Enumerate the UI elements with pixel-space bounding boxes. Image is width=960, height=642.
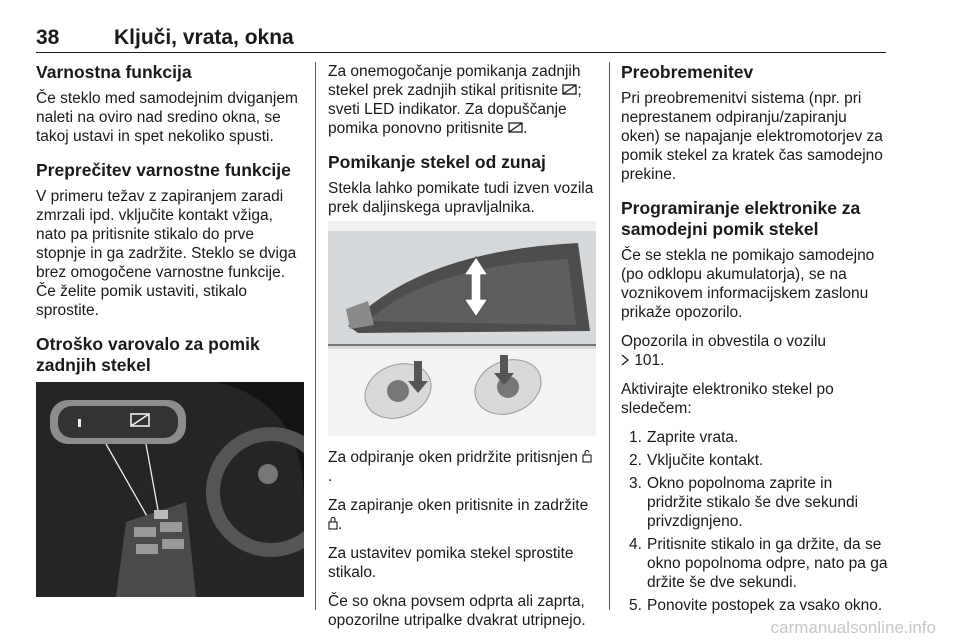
lock-key-icon — [328, 516, 338, 530]
override-body-1: V primeru težav z zapiranjem zaradi zmrzali ipd. vključite kontakt vžiga, nato pa pritisnite stikalo do prve stopnje in ga zadržite. Steklo se dviga brez omogočene varnostne funkcije. — [36, 188, 297, 281]
section-title-overload: Preobremenitev — [621, 62, 754, 82]
warnings-ref-page: 101. — [634, 352, 665, 369]
section-title-override: Preprečitev varnostne funkcije — [36, 160, 291, 180]
step-number: 4. — [629, 536, 642, 553]
remote-body: Stekla lahko pomikate tudi izven vozila prek daljinskega upravljalnika. — [328, 180, 594, 216]
child-lock-body — [328, 62, 596, 138]
hazard-note: Če so okna povsem odprta ali zaprta, opozorilne utripalke dvakrat utripnejo. — [328, 593, 586, 629]
child-lock-switch-illustration — [36, 382, 304, 597]
stop-instruction: Za ustavitev pomika stekel sprostite stikalo. — [328, 545, 574, 581]
column-divider-1 — [315, 62, 316, 610]
programming-body-1: Če se stekla ne pomikajo samodejno (po odklopu akumulatorja), se na voznikovem informacijskem zaslonu prikaže opozorilo. — [621, 247, 875, 321]
programming-body-2 — [621, 332, 889, 370]
programming-steps — [621, 428, 889, 615]
window-lock-icon — [508, 121, 523, 134]
page-header — [36, 26, 886, 53]
step-item — [621, 474, 889, 531]
step-number: 2. — [629, 452, 642, 469]
step-text: Vključite kontakt. — [647, 452, 764, 469]
step-number: 5. — [629, 597, 642, 614]
warnings-ref-text: Opozorila in obvestila o vozilu — [621, 333, 827, 350]
step-item — [621, 428, 889, 447]
open-text: Za odpiranje oken pridržite pritisnjen — [328, 449, 578, 466]
step-number: 3. — [629, 475, 642, 492]
step-text: Zaprite vrata. — [647, 429, 739, 446]
page-number: 38 — [36, 26, 60, 49]
column-3 — [621, 62, 889, 619]
watermark: carmanualsonline.info — [770, 618, 936, 637]
close-text-end: . — [338, 516, 343, 533]
section-title-child-lock: Otroško varovalo za pomik zadnjih stekel — [36, 334, 260, 375]
open-instruction — [328, 448, 596, 486]
window-lock-icon — [562, 83, 577, 96]
column-divider-2 — [609, 62, 610, 610]
section-title-safety: Varnostna funkcija — [36, 62, 192, 82]
step-text: Okno popolnoma zaprite in pridržite stikalo še dve sekundi privzdignjeno. — [647, 475, 859, 530]
step-item — [621, 451, 889, 470]
overload-body: Pri preobremenitvi sistema (npr. pri neprestanem odpiranju/zapiranju oken) se napajanje elektromotorjev za pomik stekel za kratek čas samodejno prekine. — [621, 90, 883, 183]
remote-window-illustration — [328, 221, 596, 436]
column-1 — [36, 62, 304, 597]
page-title: Ključi, vrata, okna — [114, 26, 294, 49]
column-2 — [328, 62, 596, 640]
child-lock-text-1: Za onemogočanje pomikanja zadnjih stekel prek zadnjih stikal pritisnite — [328, 63, 581, 99]
section-title-remote: Pomikanje stekel od zunaj — [328, 152, 546, 172]
step-item — [621, 596, 889, 615]
safety-body: Če steklo med samodejnim dviganjem naleti na oviro nad sredino okna, se takoj ustavi in spet nekoliko spusti. — [36, 90, 298, 145]
override-body-2: Če želite pomik ustaviti, stikalo sprostite. — [36, 283, 248, 319]
section-title-programming: Programiranje elektronike za samodejni pomik stekel — [621, 198, 861, 239]
open-text-end: . — [328, 468, 333, 485]
step-number: 1. — [629, 429, 642, 446]
close-instruction — [328, 496, 596, 534]
step-item — [621, 535, 889, 592]
close-text: Za zapiranje oken pritisnite in zadržite — [328, 497, 589, 514]
step-text: Ponovite postopek za vsako okno. — [647, 597, 883, 614]
child-lock-text-2: ; sveti LED indikator. Za dopuščanje pomika ponovno pritisnite — [328, 82, 582, 137]
child-lock-text-3: . — [523, 120, 528, 137]
step-text: Pritisnite stikalo in ga držite, da se okno popolnoma odpre, nato pa ga držite še dve sekundi. — [647, 536, 888, 591]
unlock-key-icon — [582, 449, 592, 463]
page-reference-arrow-icon — [621, 354, 630, 366]
programming-body-3: Aktivirajte elektroniko stekel po sledečem: — [621, 381, 834, 417]
